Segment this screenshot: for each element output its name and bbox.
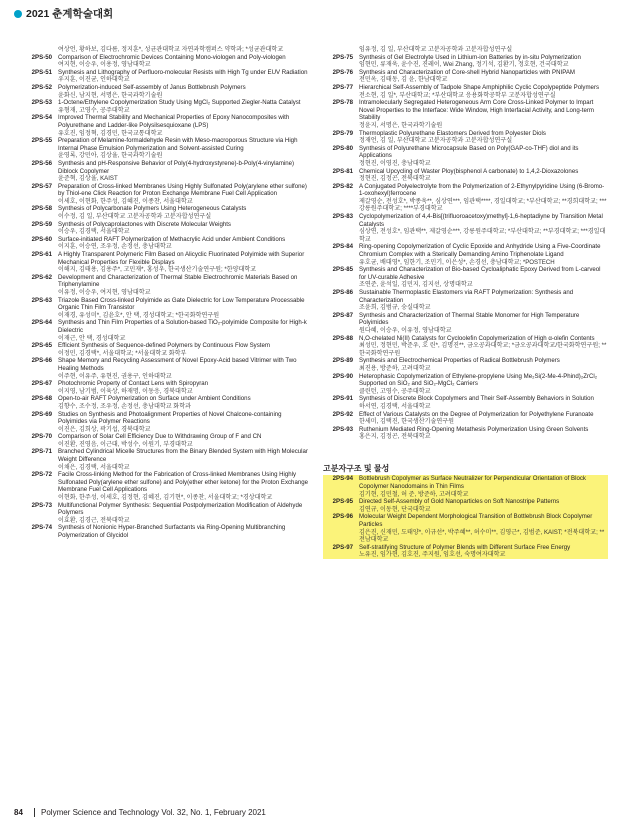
abstract-entry [31,114,310,137]
entry-title: Synthesis and Characterization of Thermal Stable Monomer for High Temperature Polyimides [359,311,580,327]
entry-code: 2PS-77 [332,83,353,91]
entry-code: 2PS-96 [332,513,353,521]
abstract-entry [31,395,310,410]
entry-body [359,411,608,426]
entry-code: 2PS-53 [31,99,52,107]
entry-body [359,168,608,183]
entry-authors: 이재근, 안 택, 경성대학교 [58,334,126,342]
entry-authors: 이수정, 김 일, 부산대학교 고분자공학과 고분자합성연구실 [58,213,212,221]
entry-authors: 조윤희, 김범규, 숭실대학교 [359,304,431,312]
entry-authors: 한세미, 김택진, 한국생산기술연구원 [359,418,455,426]
entry-authors: 유형재, 고영수, 공주대학교 [58,106,130,114]
entry-code: 2PS-63 [31,296,52,304]
entry-title: Development and Characterization of Thermal Stable Electrochromic Materials Based on Triphenylamine [58,273,298,289]
entry-code: 2PS-54 [31,114,52,122]
abstract-entry [323,69,608,84]
entry-title: N,O-chelated Ni(II) Catalysts for Cycloolefin Copolymerization of High α-olefin Contents [359,334,595,342]
entry-authors: 여지현, 이승우, 이용정, 영남대학교 [58,61,151,69]
entry-code: 2PS-91 [332,395,353,403]
entry-authors: 유호균, 배대영*, 임한기, 조민기, 이은성*, 손경선, 충남대학교; *POSTECH [359,258,555,266]
entry-title: Heterophasic Copolymerization of Ethylene-propylene Using Me₂Si(2-Me-4-Phind)₂ZrCl₂ Supported on SiO₂ and SiO₂-MgCl₂ Carriers [359,372,598,388]
entry-authors: 최진용, 방준하, 고려대학교 [359,364,431,372]
entry-title: Synthesis and Lithography of Perfluoro-molecular Resists with High Tg under EUV Radiation [58,68,308,76]
entry-title: Ring-opening Copolymerization of Cyclic Epoxide and Anhydride Using a Five-Coordinate Chromium Complex with a Sterically Demanding Amino Triphenolate Ligand [359,243,601,259]
entry-body [58,160,310,183]
entry-title: Synthesis of Polycaprolactones with Discrete Molecular Weights [58,220,231,228]
abstract-entry [31,296,310,320]
abstract-entry [31,273,310,297]
entry-body [58,137,310,160]
entry-body [359,513,608,543]
abstract-entry [323,312,608,335]
entry-code: 2PS-97 [332,543,353,551]
abstract-entry [323,426,608,441]
entry-authors: 전민옥, 김태동, 김 윤, 한남대학교 [359,76,448,84]
abstract-entry [323,475,608,498]
entry-code: 2PS-88 [332,334,353,342]
entry-code: 2PS-50 [31,53,52,61]
entry-code: 2PS-69 [31,410,52,418]
entry-body [359,357,608,372]
abstract-entry [31,319,310,342]
page-header [14,6,113,21]
abstract-entry [31,68,310,84]
entry-authors: 이승우, 김경택, 서울대학교 [58,228,130,236]
entry-body [359,84,608,99]
entry-code: 2PS-68 [31,395,52,403]
entry-code: 2PS-85 [332,266,353,274]
entry-code: 2PS-94 [332,475,353,483]
entry-code: 2PS-55 [31,137,52,145]
entry-code: 2PS-95 [332,498,353,506]
entry-body [359,243,608,266]
abstract-entry [323,266,608,289]
entry-authors: 이현화, 한주성, 이세호, 김정현, 김혜진, 김기현*, 이종찬, 서울대학교; *경상대학교 [58,494,273,502]
entry-body [58,411,310,434]
entry-title: A Highly Transparent Polymeric Film Based on Alicyclic Fluorinated Polyimide with Superior Mechanical Properties for Flexible Displays [58,251,305,266]
entry-code: 2PS-56 [31,159,52,167]
entry-body [359,145,608,168]
entry-authors: 정현진, 이영진, 충남대학교 [359,159,431,167]
abstract-entry [31,471,310,502]
abstract-entry [323,99,608,129]
abstract-entry [323,513,608,543]
entry-authors: 이재경, 유성미*, 김윤호*, 안 택, 경성대학교; *한국화학연구원 [58,311,220,319]
entry-authors: 윤준혁, 김상율, KAIST [58,175,118,183]
abstract-entry [323,544,608,559]
abstract-entry [323,183,608,213]
abstract-entry [323,84,608,99]
abstract-entry [31,83,310,99]
abstract-entry [323,213,608,243]
entry-body [58,99,310,114]
entry-title: Synthesis and Thin Film Properties of a Solution-based TiO₂-polyimide Composite for High-k Dielectric [58,319,307,334]
bullet-icon [14,10,22,18]
entry-title: Synthesis of Polycarbonate Polymers Using Heterogeneous Catalysts [58,205,247,213]
abstract-entry [323,46,608,54]
entry-authors: 정윤지, 서명은, 한국과학기술원 [359,121,443,129]
abstract-entry [323,243,608,266]
entry-authors: 정현진, 김정곤, 전북대학교 [359,175,431,183]
entry-code: 2PS-67 [31,380,52,388]
entry-title: Comparison of Electrochromic Devices Containing Mono-viologen and Poly-viologen [58,53,286,61]
entry-title: Branched Cylindrical Micelle Structures from the Binary Blended System with High Molecular Weight Difference [58,448,308,464]
entry-title: Polymerization-induced Self-assembly of Janus Bottlebrush Polymers [58,83,246,91]
entry-body [359,289,608,312]
entry-code: 2PS-83 [332,213,353,221]
entry-code [323,46,359,54]
entry-body [359,475,608,498]
abstract-entry [323,395,608,410]
entry-code [27,46,58,54]
entry-code: 2PS-72 [31,471,52,479]
entry-title: A Conjugated Polyelectrolyte from the Polymerization of 2-Ethynylpyridine Using (6-Bromo-1-oxohexyl)ferrocene [359,182,605,198]
abstract-entry [31,410,310,434]
abstract-entry [31,99,310,114]
entry-title: Cyclopolymerization of 4,4-Bis[(trifluoroacetoxy)methyl]-1,6-heptadiyne by Transition Metal Catalysts [359,213,603,228]
entry-body [359,54,608,69]
abstract-entry [31,342,310,357]
entry-title: Multifunctional Polymer Synthesis: Sequential Postpolymerization Modification of Aldehyde Polymers [58,501,303,517]
entry-body [359,395,608,410]
entry-authors: 이진은, 김희상, 곽기섭, 경북대학교 [58,425,151,433]
entry-authors: 이지영, 남기범, 이육상, 하재명, 이동응, 경북대학교 [58,387,193,395]
entry-code: 2PS-90 [332,372,353,380]
entry-body [58,114,310,137]
entry-authors: 최성민, 정현민, 박준우, 호 린*, 김명진**, 금오공과대학교; *금오공과대학교/한국화학연구원; **한국화학연구원 [359,342,607,357]
entry-title: Synthesis and Characterization of Bio-based Cycloaliphatic Epoxy Derived from L-carveol for UV-curable Adhesive [359,266,601,281]
abstract-entry [31,53,310,69]
abstract-entry [323,54,608,69]
entry-title: Sustainable Thermoplastic Elastomers via RAFT Polymerization: Synthesis and Characterization [359,289,574,304]
entry-authors: 김향수, 조수정, 조우정, 손정선, 충남대학교 화학과 [58,402,191,410]
entry-title: Synthesis and pH-Responsive Behavior of Poly(4-hydroxystyrene)-b-Poly(4-vinylamine) Diblock Copolymer [58,159,295,175]
entry-title: Intramolecularly Segregated Heterogeneous Arm Core Cross-Linked Polymer to Impart Novel Properties to the Interface: Wide Window, High Interfacial Activity, and Long-term Stability [359,99,594,122]
entry-authors: 우지훈, 이진균, 인하대학교 [58,76,130,84]
journal-info: Polymer Science and Technology Vol. 32, No. 1, February 2021 [34,808,266,817]
abstract-entry [323,130,608,145]
abstract-entry [31,182,310,206]
abstract-entry [323,335,608,358]
entry-code: 2PS-89 [332,357,353,365]
entry-title: Synthesis of Polyurethane Microcapsule Based on Poly(GAP-co-THF) diol and its Applications [359,144,579,160]
entry-title: Comparison of Solar Cell Efficiency Due to Withdrawing Group of F and CN [58,433,262,441]
entry-title: Surface-initiated RAFT Polymerization of Methacrylic Acid under Ambient Conditions [58,235,286,243]
entry-title: Preparation of Melamine-formaldehyde Resin with Meso-macroporous Structure via High Internal Phase Emulsion Polymerization and Solvent-assisted Curing [58,137,298,152]
entry-body [58,236,310,251]
entry-code: 2PS-75 [332,53,353,61]
entry-authors: 김연규, 이동현, 단국대학교 [359,505,431,513]
abstract-entry [31,235,310,251]
entry-title: 1-Octene/Ethylene Copolymerization Study Using MgCl₂ Supported Ziegler-Natta Catalyst [58,99,301,107]
abstract-entry [323,168,608,183]
entry-title: Open-to-air RAFT Polymerization on Surface under Ambient Conditions [58,395,251,403]
entry-code: 2PS-86 [332,289,353,296]
abstract-entry [31,159,310,183]
entry-title: Hierarchical Self-Assembly of Tadpole Shape Amphiphilic Cyclic Copolypeptide Polymers [359,83,600,91]
entry-code: 2PS-60 [31,235,52,243]
entry-authors: 윤화신, 남지현, 서명은, 한국과학기술원 [58,91,163,99]
entry-code: 2PS-78 [332,99,353,107]
entry-title: Photochromic Property of Contact Lens with Spiropyran [58,380,209,388]
abstract-entry [31,524,310,539]
entry-authors: 김기현, 김민철, 허 준, 방준하, 고려대학교 [359,490,469,498]
entry-code: 2PS-87 [332,311,353,319]
abstract-entry [31,205,310,221]
entry-authors: 이정민, 김경택*, 서울대학교; *서울대학교 화학부 [58,349,187,357]
entry-code: 2PS-74 [31,524,52,532]
entry-code: 2PS-66 [31,357,52,365]
entry-authors: 노유진, 임가현, 김호진, 주지원, 임호선, 숙명여자대학교 [359,551,506,559]
entry-code: 2PS-81 [332,167,353,175]
entry-body [359,312,608,335]
entry-code: 2PS-58 [31,205,52,213]
entry-title: Studies on Synthesis and Photoalignment Properties of Novel Chalcone-containing Polyimides via Polymer Reactions [58,410,282,426]
entry-code: 2PS-52 [31,83,52,91]
entry-body [58,471,310,501]
entry-body [58,395,310,410]
entry-title: Facile Cross-linking Method for the Fabrication of Cross-linked Membranes Using Highly Sulfonated Poly(arylene ether sulfone) and Poly(ether ether ketone) for the Proton Exchange Membrane Fuel Cell Applications [58,471,308,494]
entry-title: Improved Thermal Stability and Mechanical Properties of Epoxy Nanocomposites with Polyurethane and Ladder-like Polysilsesquioxane (LPS) [58,114,290,129]
entry-code: 2PS-82 [332,182,353,190]
entry-body [359,213,608,243]
header-title: 2021 춘계학술대회 [26,8,114,20]
entry-body [359,130,608,145]
abstract-entry [323,373,608,396]
entry-body [359,335,608,358]
entry-body [58,524,310,539]
entry-code: 2PS-92 [332,410,353,418]
entry-code: 2PS-61 [31,251,52,259]
entry-authors: 이주현, 이유주, 유현진, 권용구, 인하대학교 [58,372,172,380]
entry-title: Synthesis of Discrete Block Copolymers and Their Self-Assembly Behaviors in Solution [359,395,594,403]
entry-authors: 클린턴, 고영수, 공주대학교 [359,387,431,395]
abstract-entry [323,145,608,168]
abstract-entry [31,137,310,160]
entry-body [58,433,310,448]
entry-authors: 정재언, 김 일, 부산대학교 고분자공학과 고분자합성연구실 [359,137,513,145]
abstract-entry [31,433,310,448]
abstract-entry [31,357,310,380]
entry-body [58,297,310,320]
entry-authors: 조연준, 윤석일, 김민지, 김지선, 상명대학교 [359,281,473,289]
entry-body [58,274,310,297]
entry-authors: 윤영록, 강민아, 김상율, 한국과학기술원 [58,152,163,160]
entry-body [58,502,310,525]
abstract-entry [31,251,310,274]
entry-code: 2PS-65 [31,342,52,350]
abstract-entry [323,289,608,312]
entry-body [359,46,608,54]
entry-authors: 김은진, 신재민, 도태양*, 이규선*, 박주혜**, 허수미**, 김영근*, 김범준, KAIST; *전북대학교; **전남대학교 [359,528,605,544]
abstract-entry [31,501,310,525]
entry-authors: 홍은지, 김정곤, 전북대학교 [359,433,431,441]
entry-title: Ruthenium Mediated Ring-Opening Metathesis Polymerization Using Green Solvents [359,425,589,433]
entry-title: Synthesis and Electrochemical Properties of Radical Bottlebrush Polymers [359,357,560,365]
entry-body [58,380,310,395]
page-number: 84 [14,808,23,817]
entry-authors: 이효환, 김경근, 전북대학교 [58,516,130,524]
entry-body [359,266,608,289]
entry-authors: 이지훈, 이승연, 조우정, 손정선, 충남대학교 [58,243,172,251]
entry-title: Self-stratifying Structure of Polymer Blends with Different Surface Free Energy [359,543,571,551]
entry-authors: 제갈영순, 전성호*, 박종욱**, 심상연***, 임관택****, 경일대학교; *부산대학교; **경희대학교; ***강릉원주대학교; ****부경대학교 [359,197,607,213]
entry-body [58,84,310,99]
entry-authors: 원다혜, 이승우, 이유정, 영남대학교 [359,326,452,334]
entry-body [359,426,608,441]
entry-body [58,251,310,274]
entry-body [58,342,310,357]
entry-body [359,99,608,129]
right-column [323,46,608,559]
entry-body [359,544,608,559]
entry-body [58,183,310,206]
entry-authors: 임유정, 김 일, 부산대학교 고분자공학과 고분자합성연구실 [359,46,513,53]
entry-code: 2PS-76 [332,68,353,76]
entry-code: 2PS-57 [31,182,52,190]
abstract-entry [323,498,608,513]
entry-body [58,54,310,69]
entry-authors: 전소현, 김 일*, 부산대학교; *부산대학교 응용화학공학부 고분자합성연구실 [359,91,556,99]
entry-code: 2PS-71 [31,448,52,456]
entry-body [359,498,608,513]
entry-authors: 이채은, 김경택, 서울대학교 [58,463,130,471]
entry-code: 2PS-64 [31,319,52,327]
entry-title: Preparation of Cross-linked Membranes Using Highly Sulfonated Poly(arylene ether sulfone) by Thiol-ene Click Reaction for Proton Exchange Membrane Fuel Cell Application [58,182,307,198]
entry-body [58,205,310,220]
entry-authors: 하서연, 김경택, 서울대학교 [359,402,431,410]
abstract-entry [323,411,608,426]
entry-code: 2PS-73 [31,501,52,509]
entry-title: Shape Memory and Recycling Assessment of Novel Epoxy-Acid based Vitrimer with Two Healing Methods [58,357,297,372]
section-heading: 고분자구조 및 물성 [323,463,390,473]
entry-authors: 이세호, 이현화, 한주성, 김혜진, 이종찬, 서울대학교 [58,197,193,205]
entry-title: Synthesis of Gel Electrolyte Used in Lithium-ion Batteries by in-situ Polymerization [359,53,581,61]
entry-title: Molecular Weight Dependent Morphological Transition of Bottlebrush Block Copolymer Particles [359,513,593,529]
entry-title: Efficient Synthesis of Sequence-defined Polymers by Continuous Flow System [58,342,270,350]
entry-body [58,319,310,342]
entry-code: 2PS-51 [31,68,52,76]
entry-code: 2PS-79 [332,129,353,137]
entry-body [58,69,310,84]
entry-body [58,448,310,471]
entry-body [359,373,608,396]
entry-body [58,46,310,54]
left-column [31,46,310,540]
entry-authors: 유호진, 임정혁, 김경민, 한국교통대학교 [58,129,163,137]
entry-code: 2PS-84 [332,243,353,251]
entry-title: Synthesis and Characterization of Core-shell Hybrid Nanoparticles with PNIPAM [359,68,575,76]
entry-code: 2PS-93 [332,425,353,433]
entry-authors: 이유정, 이승우, 여지현, 영남대학교 [58,289,151,296]
entry-title: Effect of Various Catalysts on the Degree of Polymerization for Polyethylene Furanoate [359,410,594,418]
abstract-entry [58,46,310,54]
entry-authors: 여상언, 황하보, 김다름, 정지훈*, 성균관대학교 자연과학캠퍼스 약학과; *성균관대학교 [58,46,284,53]
entry-body [58,357,310,380]
abstract-entry [31,448,310,471]
abstract-entry [31,380,310,395]
entry-title: Bottlebrush Copolymer as Surface Neutralizer for Perpendicular Orientation of Block Copolymer Nanodomains in Thin Films [359,475,586,491]
entry-title: Synthesis of Nonionic Hyper-Branched Surfactants via Ring-Opening Multibranching Polymerization of Glycidol [58,524,286,539]
entry-code: 2PS-62 [31,273,52,281]
entry-title: Directed Self-Assembly of Gold Nanoparticles on Soft Nanostripe Patterns [359,498,560,506]
entry-body [359,69,608,84]
entry-authors: 이진환, 진영음, 이근대, 박성수, 이원기, 부경대학교 [58,440,193,448]
entry-body [58,221,310,236]
entry-code: 2PS-70 [31,433,52,441]
entry-authors: 심상연, 전성호*, 임관택**, 제갈영순***, 강릉원주대학교; *부산대학교; **부경대학교; ***경일대학교 [359,228,606,243]
entry-code: 2PS-80 [332,144,353,152]
entry-authors: 이해지, 김태용, 김용주*, 고민재*, 홍성우, 한국생산기술연구원; *한양대학교 [58,266,257,274]
entry-body [359,183,608,213]
entry-title: Chemical Upcycling of Waster Ploy(bisphenol A carbonate) to 1,4,2-Dioxazolones [359,167,579,175]
entry-title: Thermoplastic Polyurethane Elastomers Derived from Polyester Diols [359,129,546,137]
entry-code: 2PS-59 [31,220,52,228]
entry-title: Triazole Based Cross-linked Polyimide as Gate Dielectric for Low Temperature Processable Organic Thin Film Transistor [58,296,305,312]
abstract-entry [31,220,310,236]
entry-authors: 임현민, 류재욱, 윤수진, 진레이, Wei Zhang, 정기석, 김환기, 정호현, 건국대학교 [359,61,569,69]
abstract-entry [323,357,608,372]
